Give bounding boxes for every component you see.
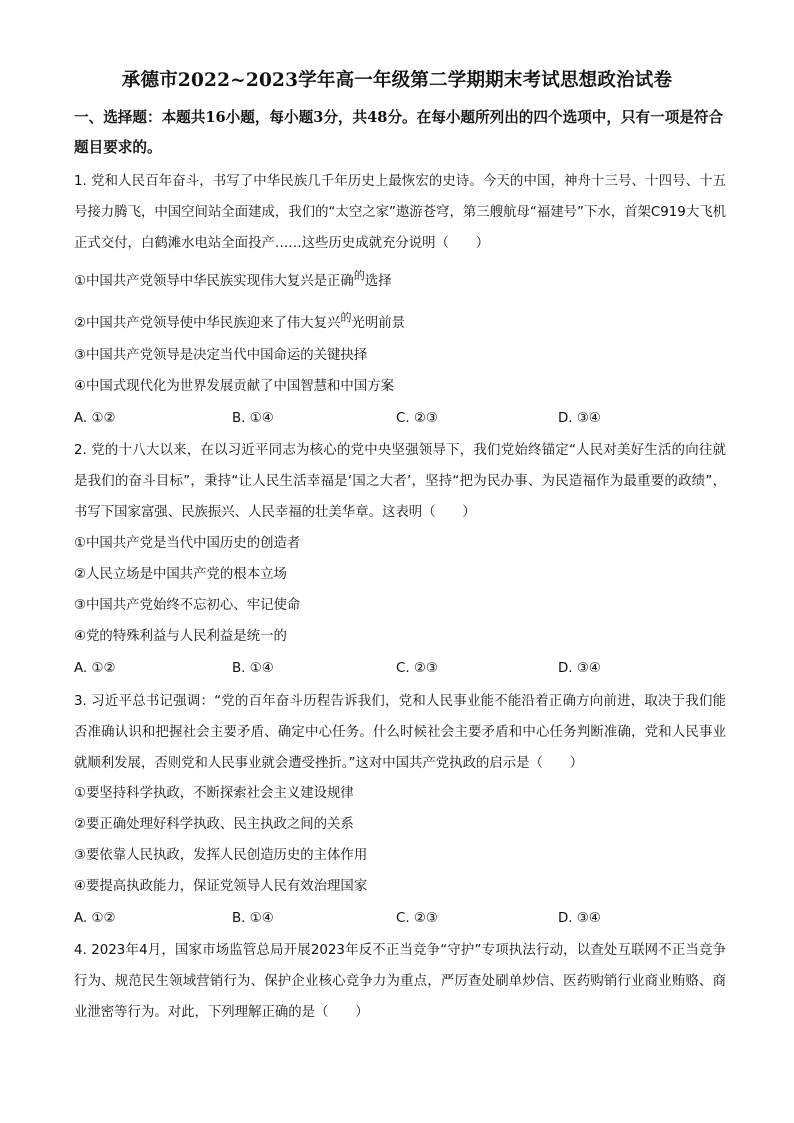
question-1-option-3: ③中国共产党领导是决定当代中国命运的关键抉择: [74, 348, 368, 363]
question-3-option-4: ④要提高执政能力，保证党领导人民有效治理国家: [74, 879, 368, 894]
choice-d[interactable]: D. ③④: [558, 661, 601, 676]
choice-a[interactable]: A. ①②: [74, 661, 116, 676]
question-4-stem: 4. 2023年4月，国家市场监管总局开展2023年反不正当竞争“守护”专项执法行动，以查处互联网不正当竞争行为、规范民生领域营销行为、保护企业核心竞争力为重点，严厉查处刷单炒信、医药购销行业商业贿赂、商业泄密等行为。对此，下列理解正确的是（ ）: [74, 943, 726, 1020]
question-1-choices: [74, 409, 734, 429]
choice-c[interactable]: C. ②③: [396, 411, 438, 426]
choice-b[interactable]: B. ①④: [232, 411, 274, 426]
choice-a[interactable]: A. ①②: [74, 911, 116, 926]
choice-a[interactable]: A. ①②: [74, 411, 116, 426]
question-2-option-3: ③中国共产党始终不忘初心、牢记使命: [74, 598, 301, 613]
choice-d[interactable]: D. ③④: [558, 411, 601, 426]
question-3-stem: 3. 习近平总书记强调：“党的百年奋斗历程告诉我们，党和人民事业能不能沿着正确方向前进，取决于我们能否准确认识和把握社会主要矛盾、确定中心任务。什么时候社会主要矛盾和中心任务判断准确，党和人民事业就顺利发展，否则党和人民事业就会遭受挫折。”这对中国共产党执政的启示是（ ）: [74, 694, 726, 771]
choice-b[interactable]: B. ①④: [232, 661, 274, 676]
superscript-char: 的: [340, 311, 352, 324]
question-2-option-1: ①中国共产党是当代中国历史的创造者: [74, 536, 301, 551]
question-1-option-1: ①中国共产党领导中华民族实现伟大复兴是正确$^的$选择: [74, 269, 392, 289]
exam-title: 承德市2022~2023学年高一年级第二学期期末考试思想政治试卷: [121, 70, 673, 91]
choice-c[interactable]: C. ②③: [396, 911, 438, 926]
superscript-char: 的: [353, 269, 365, 282]
choice-d[interactable]: D. ③④: [558, 911, 601, 926]
question-1-stem: 1. 党和人民百年奋斗，书写了中华民族几千年历史上最恢宏的史诗。今天的中国，神舟十三号、十四号、十五号接力腾飞，中国空间站全面建成，我们的“太空之家”遨游苍穹，第三艘航母“福建号”下水，首架C919大飞机正式交付，白鹤滩水电站全面投产……这些历史成就充分说明（ ）: [74, 174, 726, 251]
question-2-choices: [74, 659, 734, 679]
choice-c[interactable]: C. ②③: [396, 661, 438, 676]
question-3-choices: [74, 909, 734, 929]
section-heading: 一、选择题：本题共16小题，每小题3分，共48分。在每小题所列出的四个选项中，只有一项是符合题目要求的。: [74, 109, 724, 156]
question-1-option-4: ④中国式现代化为世界发展贡献了中国智慧和中国方案: [74, 379, 394, 394]
question-2-option-2: ②人民立场是中国共产党的根本立场: [74, 567, 287, 582]
choice-b[interactable]: B. ①④: [232, 911, 274, 926]
question-1-option-2: ②中国共产党领导使中华民族迎来了伟大复兴$^的$光明前景: [74, 311, 405, 331]
question-3-option-3: ③要依靠人民执政，发挥人民创造历史的主体作用: [74, 848, 368, 863]
question-2-stem: 2. 党的十八大以来，在以习近平同志为核心的党中央坚强领导下，我们党始终锚定“人民对美好生活的向往就是我们的奋斗目标”，秉持“让人民生活幸福是‘国之大者’，坚持“把为民办事、为民造福作为最重要的政绩”，书写下国家富强、民族振兴、人民幸福的壮美华章。这表明（ ）: [74, 443, 726, 520]
question-3-option-1: ①要坚持科学执政，不断探索社会主义建设规律: [74, 786, 354, 801]
question-3-option-2: ②要正确处理好科学执政、民主执政之间的关系: [74, 817, 354, 832]
question-2-option-4: ④党的特殊利益与人民利益是统一的: [74, 629, 287, 644]
